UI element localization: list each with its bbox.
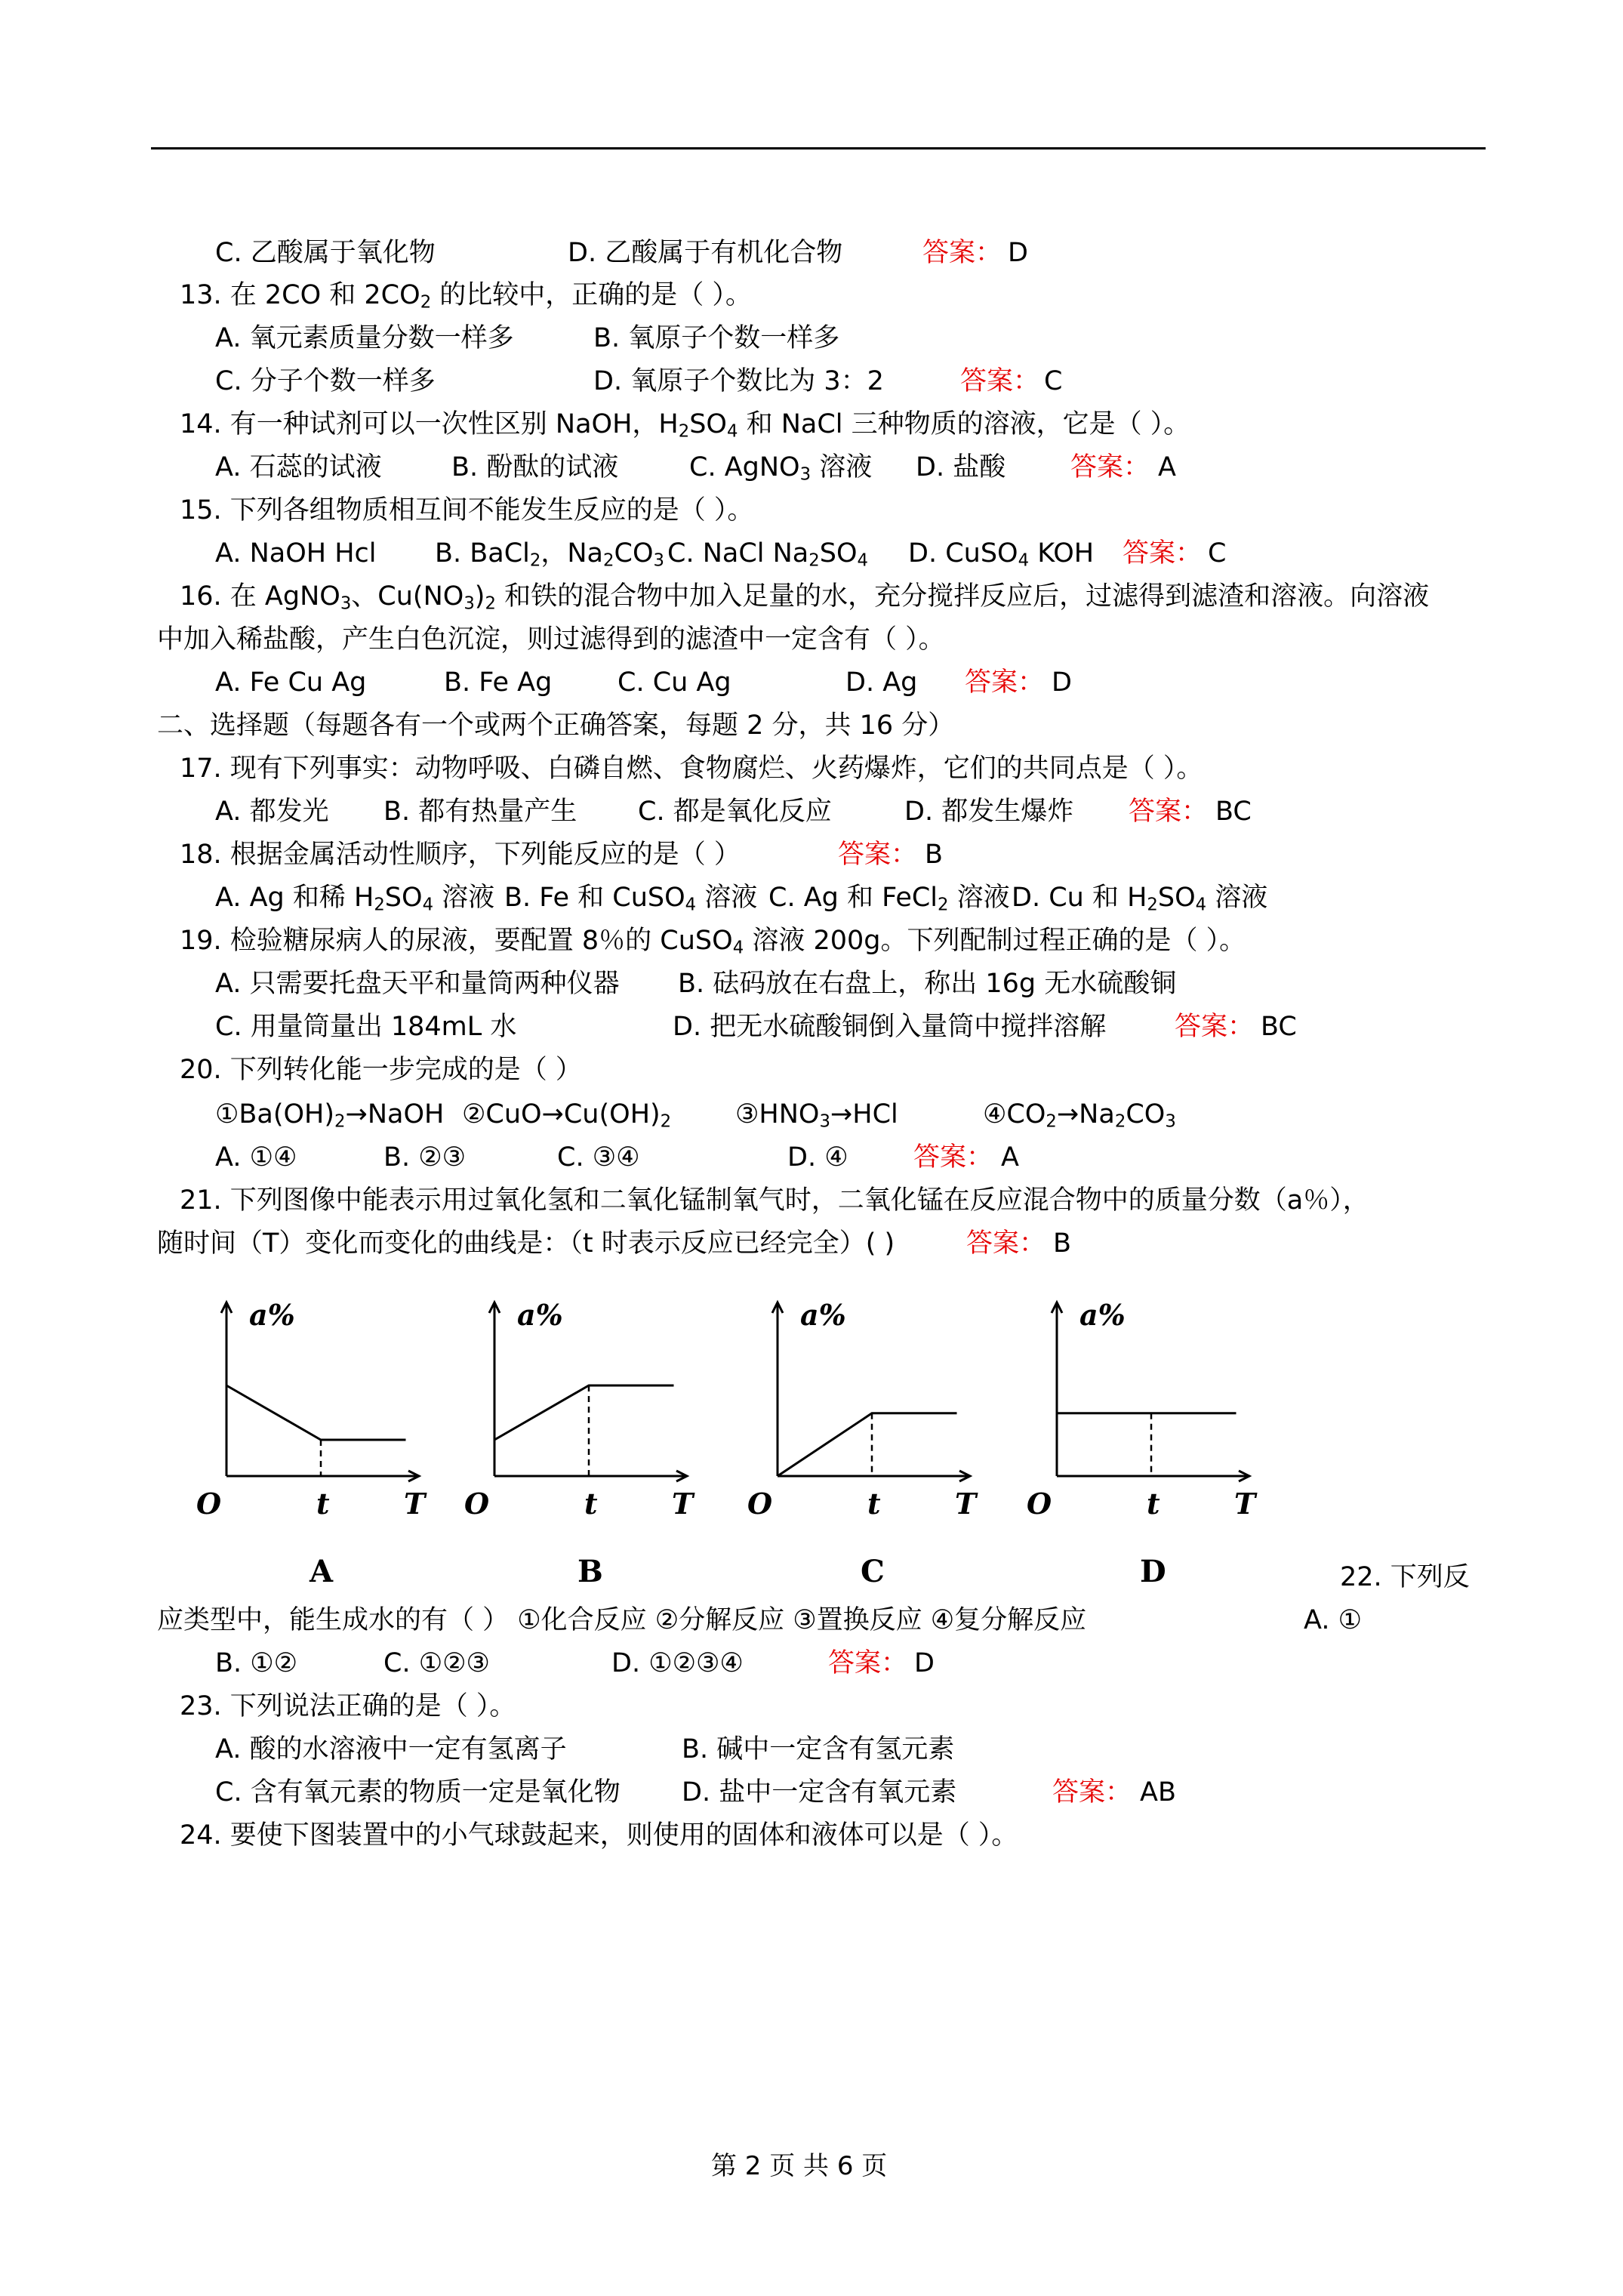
q14-option-c: C. AgNO$_3$ 溶液 xyxy=(689,452,873,485)
q16-option-b: B. Fe Ag xyxy=(444,667,553,698)
q18-option-d: D. Cu 和 $H_2SO_4$ 溶液 xyxy=(1012,883,1268,915)
q22-option-b: B. ①② xyxy=(215,1648,298,1678)
q23-answer-label: 答案： xyxy=(1052,1777,1132,1808)
q20-item-3: $③HNO_3\to HCl$ xyxy=(735,1099,898,1132)
q16-option-a: A. Fe Cu Ag xyxy=(215,667,367,698)
q12-option-d: D. 乙酸属于有机化合物 xyxy=(568,238,843,268)
q16-answer-label: 答案： xyxy=(965,667,1045,698)
q16-option-d: D. Ag xyxy=(845,667,918,698)
q17-answer-value: BC xyxy=(1215,797,1252,827)
q18-answer-value: B xyxy=(925,840,944,870)
header-rule xyxy=(151,147,1486,149)
q22-answer-value: D xyxy=(914,1648,935,1678)
graph-caption: C xyxy=(861,1554,885,1589)
q17-answer-label: 答案： xyxy=(1129,797,1209,827)
q19-option-a: A. 只需要托盘天平和量筒两种仪器 xyxy=(215,969,620,999)
q20-item-2: $②CuO\to Cu(OH)_2$ xyxy=(462,1099,672,1132)
q14-answer-label: 答案： xyxy=(1070,452,1150,482)
graph-a xyxy=(192,1276,434,1593)
q22-stem-line2: 应类型中，能生成水的有（ ） ①化合反应 ②分解反应 ③置换反应 ④复分解反应 xyxy=(157,1605,1087,1635)
q23-option-b: B. 碱中一定含有氢元素 xyxy=(682,1734,955,1764)
q16-stem-line1: 16. 在 AgNO$_3$、$Cu(NO_3)_2$ 和铁的混合物中加入足量的水，充分搅拌反应后，过滤得到滤渣和溶液。向溶液 xyxy=(180,581,1430,614)
q22-option-a: A. ① xyxy=(1304,1605,1362,1635)
q17-stem: 17. 现有下列事实：动物呼吸、白磷自燃、食物腐烂、火药爆炸，它们的共同点是（ ）。 xyxy=(180,754,1203,784)
t-tick-label: t xyxy=(867,1487,881,1521)
q18-stem: 18. 根据金属活动性顺序，下列能反应的是（ ） xyxy=(180,840,741,870)
graph-d xyxy=(1023,1276,1264,1593)
y-axis-label: a% xyxy=(1079,1298,1126,1332)
q21-answer-value: B xyxy=(1053,1228,1072,1259)
origin-label: O xyxy=(1027,1487,1052,1521)
q14-option-b: B. 酚酞的试液 xyxy=(451,452,619,482)
origin-label: O xyxy=(464,1487,490,1521)
q18-option-a: A. Ag 和稀 $H_2SO_4$ 溶液 xyxy=(215,883,495,915)
series-line xyxy=(494,1385,674,1440)
graph-svg xyxy=(192,1276,434,1593)
q15-option-b: B. BaCl$_2$，$Na_2CO_3$ xyxy=(435,538,664,571)
q14-option-a: A. 石蕊的试液 xyxy=(215,452,382,482)
graph-caption: D xyxy=(1140,1554,1166,1589)
q21-stem-line1: 21. 下列图像中能表示用过氧化氢和二氧化锰制氧气时，二氧化锰在反应混合物中的质量分数（a％）， xyxy=(180,1185,1369,1216)
q20-item-4: $④CO_2\to Na_2CO_3$ xyxy=(983,1099,1176,1132)
graph-svg xyxy=(744,1276,985,1593)
q19-option-d: D. 把无水硫酸铜倒入量筒中搅拌溶解 xyxy=(673,1012,1107,1042)
q12-answer-value: D xyxy=(1008,238,1028,268)
q19-option-c: C. 用量筒量出 184mL 水 xyxy=(215,1012,517,1042)
q15-option-a: A. NaOH Hcl xyxy=(215,538,377,569)
graph-caption: A xyxy=(310,1554,334,1589)
q15-stem: 15. 下列各组物质相互间不能发生反应的是（ ）。 xyxy=(180,495,754,525)
q20-stem: 20. 下列转化能一步完成的是（ ） xyxy=(180,1055,582,1085)
q21-stem-line2: 随时间（T）变化而变化的曲线是：（t 时表示反应已经完全）( ) xyxy=(157,1228,895,1259)
q14-option-d: D. 盐酸 xyxy=(916,452,1006,482)
q16-option-c: C. Cu Ag xyxy=(617,667,731,698)
q19-option-b: B. 砝码放在右盘上，称出 16g 无水硫酸铜 xyxy=(678,969,1177,999)
q17-option-d: D. 都发生爆炸 xyxy=(904,797,1074,827)
q20-answer-label: 答案： xyxy=(913,1142,993,1173)
q15-option-d: D. CuSO$_4$ KOH xyxy=(908,538,1095,571)
q15-answer-label: 答案： xyxy=(1123,538,1203,569)
q13-option-d: D. 氧原子个数比为 3：2 xyxy=(593,366,884,396)
origin-label: O xyxy=(747,1487,773,1521)
q20-option-a: A. ①④ xyxy=(215,1142,297,1173)
origin-label: O xyxy=(196,1487,222,1521)
q23-option-a: A. 酸的水溶液中一定有氢离子 xyxy=(215,1734,567,1764)
q17-option-b: B. 都有热量产生 xyxy=(383,797,577,827)
q19-answer-value: BC xyxy=(1261,1012,1297,1042)
q19-stem: 19. 检验糖尿病人的尿液，要配置 8％的 CuSO$_4$ 溶液 200g。下列配制过程正确的是（ ）。 xyxy=(180,926,1246,958)
x-axis-label: T xyxy=(404,1487,426,1521)
q15-option-c: C. NaCl $Na_2SO_4$ xyxy=(667,538,868,571)
q19-answer-label: 答案： xyxy=(1175,1012,1255,1042)
q22-answer-label: 答案： xyxy=(828,1648,908,1678)
graph-c xyxy=(744,1276,985,1593)
t-tick-label: t xyxy=(316,1487,330,1521)
q17-option-c: C. 都是氧化反应 xyxy=(638,797,832,827)
q23-answer-value: AB xyxy=(1140,1777,1176,1808)
x-axis-label: T xyxy=(672,1487,694,1521)
y-axis-label: a% xyxy=(800,1298,846,1332)
x-axis-label: T xyxy=(1234,1487,1256,1521)
q15-answer-value: C xyxy=(1208,538,1227,569)
q13-option-c: C. 分子个数一样多 xyxy=(215,366,436,396)
graph-b xyxy=(460,1276,702,1593)
q20-option-c: C. ③④ xyxy=(557,1142,640,1173)
q23-option-c: C. 含有氧元素的物质一定是氧化物 xyxy=(215,1777,621,1808)
q20-answer-value: A xyxy=(1001,1142,1019,1173)
graph-svg xyxy=(460,1276,702,1593)
q18-option-b: B. Fe 和 CuSO$_4$ 溶液 xyxy=(504,883,758,915)
t-tick-label: t xyxy=(584,1487,598,1521)
q20-option-d: D. ④ xyxy=(787,1142,848,1173)
q21-answer-label: 答案： xyxy=(966,1228,1046,1259)
q12-option-c: C. 乙酸属于氧化物 xyxy=(215,238,436,268)
graph-svg xyxy=(1023,1276,1264,1593)
q13-option-a: A. 氧元素质量分数一样多 xyxy=(215,323,514,353)
q20-item-1: $①Ba(OH)_2\to NaOH$ xyxy=(215,1099,445,1132)
y-axis-label: a% xyxy=(517,1298,563,1332)
t-tick-label: t xyxy=(1147,1487,1160,1521)
graph-caption: B xyxy=(577,1554,603,1589)
q14-stem: 14. 有一种试剂可以一次性区别 NaOH，$H_2SO_4$ 和 NaCl 三种物质的溶液，它是（ ）。 xyxy=(180,409,1190,442)
series-line xyxy=(778,1413,957,1476)
q24-stem: 24. 要使下图装置中的小气球鼓起来，则使用的固体和液体可以是（ ）。 xyxy=(180,1820,1018,1851)
q13-answer-label: 答案： xyxy=(960,366,1040,396)
q13-option-b: B. 氧原子个数一样多 xyxy=(593,323,840,353)
q23-option-d: D. 盐中一定含有氧元素 xyxy=(682,1777,957,1808)
q14-answer-value: A xyxy=(1158,452,1176,482)
q22-option-d: D. ①②③④ xyxy=(611,1648,744,1678)
q22-option-c: C. ①②③ xyxy=(383,1648,490,1678)
q13-stem: 13. 在 2CO 和 $2CO_2$ 的比较中，正确的是（ ）。 xyxy=(180,280,752,313)
page-footer: 第 2 页 共 6 页 xyxy=(711,2151,888,2181)
q17-option-a: A. 都发光 xyxy=(215,797,329,827)
q18-answer-label: 答案： xyxy=(838,840,918,870)
q12-answer-label: 答案： xyxy=(922,238,1002,268)
q18-option-c: C. Ag 和 FeCl$_2$ 溶液 xyxy=(768,883,1010,915)
q16-answer-value: D xyxy=(1052,667,1072,698)
q16-stem-line2: 中加入稀盐酸，产生白色沉淀，则过滤得到的滤渣中一定含有（ ）。 xyxy=(157,624,945,655)
q20-option-b: B. ②③ xyxy=(383,1142,467,1173)
q13-answer-value: C xyxy=(1044,366,1063,396)
y-axis-label: a% xyxy=(249,1298,295,1332)
x-axis-label: T xyxy=(955,1487,977,1521)
q22-stem-start: 22. 下列反 xyxy=(1340,1562,1470,1592)
section-2-heading: 二、选择题（每题各有一个或两个正确答案，每题 2 分，共 16 分） xyxy=(157,710,955,741)
series-line xyxy=(226,1385,406,1440)
q23-stem: 23. 下列说法正确的是（ ）。 xyxy=(180,1691,516,1721)
